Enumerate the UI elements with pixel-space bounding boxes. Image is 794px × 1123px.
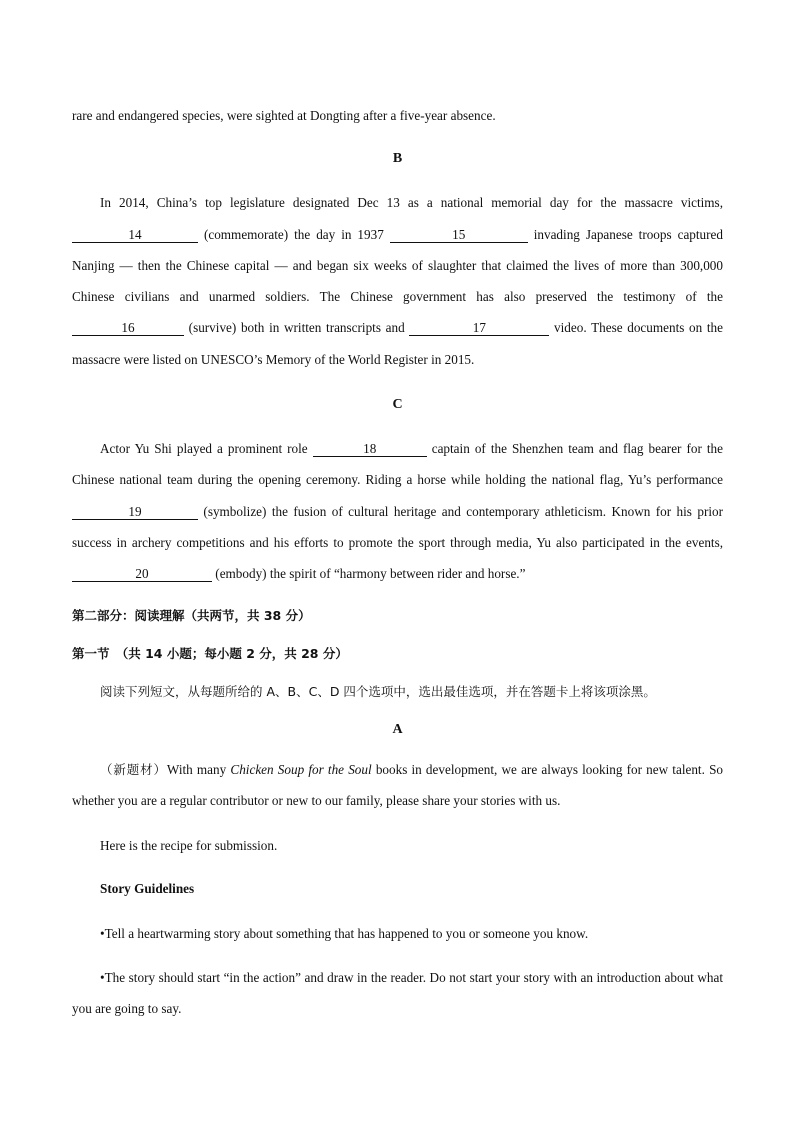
blank-19[interactable]: 19 bbox=[72, 504, 198, 520]
blank-17[interactable]: 17 bbox=[409, 320, 549, 336]
passage-a-tail: rare and endangered species, were sighted at Dongting after a five-year absence. bbox=[72, 108, 496, 123]
section-b-text-5: video. These documents on the massacre were listed on UNESCO’s Memory of the World Register in 2015. bbox=[72, 320, 724, 367]
section-c-heading: C bbox=[392, 397, 403, 413]
section-c-text-4: (embody) the spirit of “harmony between rider and horse.” bbox=[212, 566, 526, 582]
guideline-bullet-1 bbox=[72, 918, 723, 949]
section-c-text-2: captain of the Shenzhen team and flag bearer for the Chinese national team during the opening ceremony. Riding a horse while holding the national flag, Yu’s performance bbox=[72, 441, 723, 488]
passage-a-heading: A bbox=[392, 721, 403, 737]
story-guidelines-heading: Story Guidelines bbox=[100, 881, 195, 897]
section-c-paragraph bbox=[72, 433, 723, 589]
section-c-text-1: Actor Yu Shi played a prominent role bbox=[100, 441, 313, 457]
bullet-icon: • bbox=[100, 925, 105, 941]
passage-a-text-2: books in development, we are always looking for new talent. So whether you are a regular contributor or new to our family, please share your stories with us. bbox=[72, 761, 724, 808]
section-c-text-3: (symbolize) the fusion of cultural heritage and contemporary athleticism. Known for his prior success in archery competitions and his efforts to promote the sport through media, Yu also participated in the events, bbox=[72, 503, 723, 550]
passage-a-text-1: With many bbox=[166, 761, 231, 777]
section-b-text-2: (commemorate) the day in 1937 bbox=[198, 226, 390, 242]
section-b-text-4: (survive) both in written transcripts and bbox=[184, 320, 410, 336]
guideline-text-2: The story should start “in the action” and draw in the reader. Do not start your story with an introduction about what you are going to say. bbox=[72, 970, 723, 1017]
section-b-paragraph bbox=[72, 187, 723, 375]
blank-15[interactable]: 15 bbox=[390, 227, 528, 243]
bullet-icon: • bbox=[100, 970, 105, 986]
section-b-text-3: invading Japanese troops captured Nanjing — then the Chinese capital — and began six weeks of slaughter that claimed the lives of more than 300,000 Chinese civilians and unarmed soldiers. The Chinese government has also preserved the testimony of the bbox=[72, 226, 723, 305]
passage-a-paragraph-1 bbox=[72, 754, 723, 817]
blank-18[interactable]: 18 bbox=[313, 441, 427, 457]
section-b-text-1: In 2014, China’s top legislature designated Dec 13 as a national memorial day for the massacre victims, bbox=[100, 195, 723, 211]
section-b-heading: B bbox=[392, 151, 403, 167]
book-title: Chicken Soup for the Soul bbox=[230, 761, 372, 777]
part-two-title: 第二部分：阅读理解（共两节，共 38 分） bbox=[72, 607, 311, 623]
blank-20[interactable]: 20 bbox=[72, 566, 212, 582]
new-material-tag: （新题材） bbox=[100, 761, 167, 777]
blank-14[interactable]: 14 bbox=[72, 227, 198, 243]
guideline-text-1: Tell a heartwarming story about something that has happened to you or someone you know. bbox=[104, 925, 589, 941]
section-one-title: 第一节 （共 14 小题；每小题 2 分，共 28 分） bbox=[72, 645, 348, 661]
guideline-bullet-2 bbox=[72, 962, 723, 1025]
passage-a-paragraph-2: Here is the recipe for submission. bbox=[100, 838, 278, 854]
document-page bbox=[72, 100, 723, 1025]
blank-16[interactable]: 16 bbox=[72, 320, 184, 336]
reading-instruction: 阅读下列短文，从每题所给的 A、B、C、D 四个选项中，选出最佳选项，并在答题卡上将该项涂黑。 bbox=[100, 683, 656, 699]
